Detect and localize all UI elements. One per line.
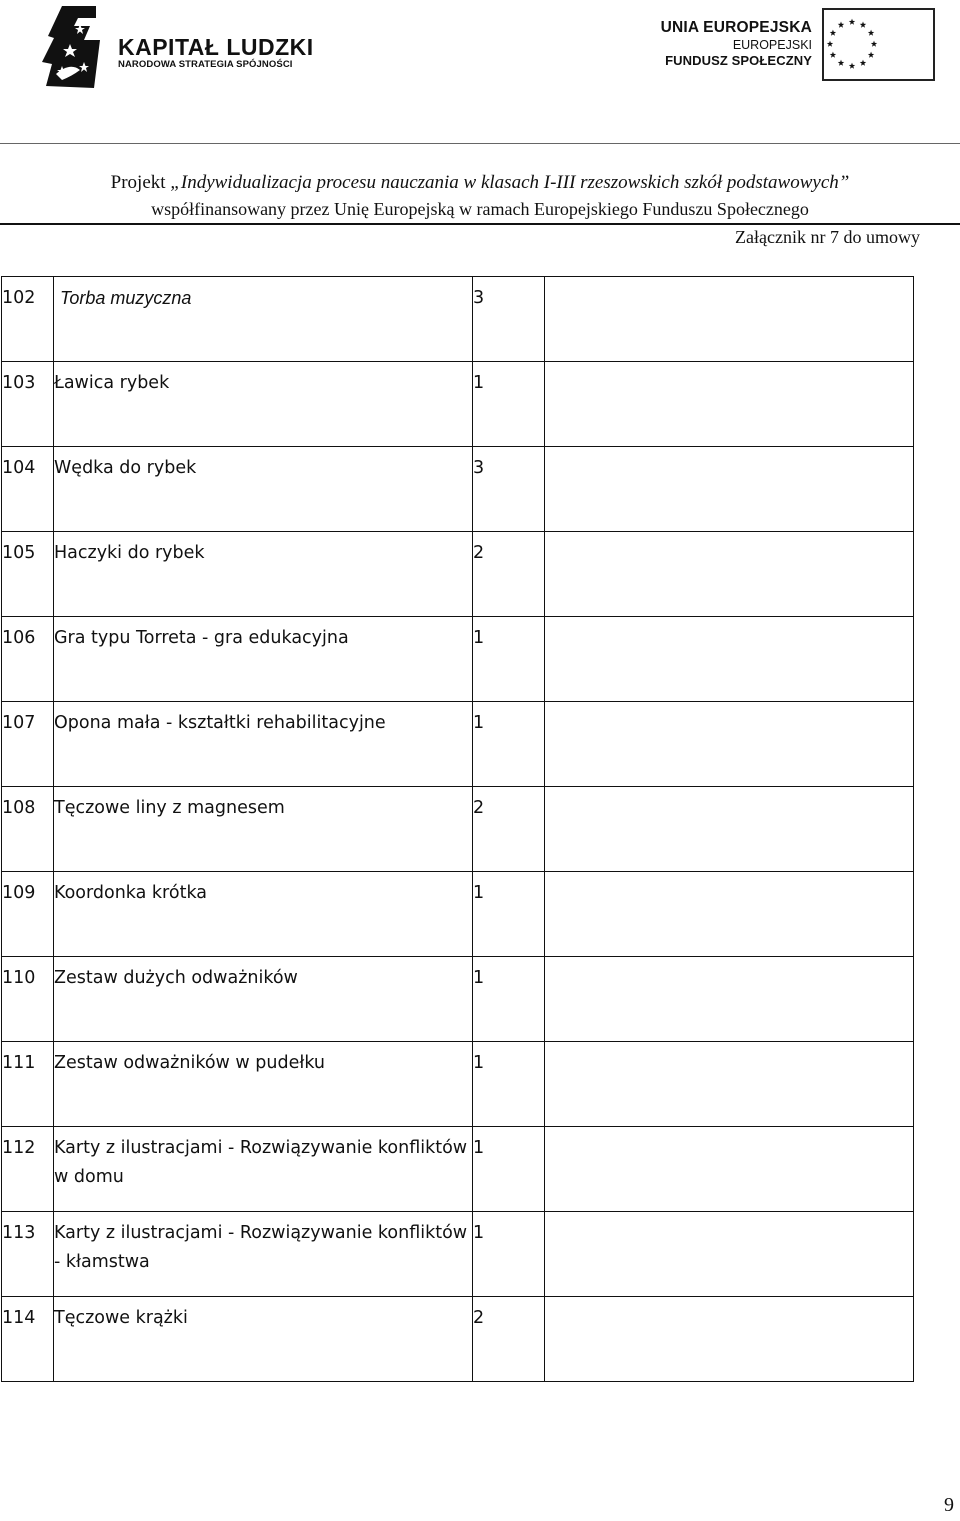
eu-stars-icon: [824, 10, 933, 79]
item-name: Zestaw dużych odważników: [54, 968, 298, 988]
table-row: [2, 1297, 914, 1382]
table-row: [2, 617, 914, 702]
item-quantity-cell: [473, 362, 545, 447]
item-name: Tęczowe liny z magnesem: [54, 798, 285, 818]
item-quantity: 1: [473, 1223, 485, 1243]
item-number-cell: [2, 447, 54, 532]
eu-star-icon: [868, 30, 874, 36]
table-row: [2, 787, 914, 872]
eu-star-icon: [827, 41, 833, 47]
item-name: Koordonka krótka: [54, 883, 207, 903]
item-notes-empty-cell: [545, 277, 914, 362]
item-number-cell: [2, 617, 54, 702]
eu-star-icon: [860, 22, 866, 28]
eu-star-icon: [838, 22, 844, 28]
attachment-label: Załącznik nr 7 do umowy: [735, 227, 920, 247]
eu-star-icon: [849, 63, 855, 69]
kapital-ludzki-emblem-icon: [40, 4, 102, 90]
item-name: Karty z ilustracjami - Rozwiązywanie konfliktów - kłamstwa: [54, 1223, 468, 1272]
table-row: [2, 1042, 914, 1127]
item-number: 112: [2, 1138, 36, 1158]
table-row: [2, 872, 914, 957]
item-number-cell: [2, 957, 54, 1042]
item-number-cell: [2, 362, 54, 447]
item-name-cell: [54, 277, 473, 362]
item-quantity-cell: [473, 1127, 545, 1212]
eu-logo-line2: EUROPEJSKI: [732, 38, 812, 52]
item-number: 104: [2, 458, 36, 478]
item-number-cell: [2, 1127, 54, 1212]
item-name-cell: [54, 362, 473, 447]
item-quantity: 3: [473, 288, 485, 308]
item-notes-empty-cell: [545, 787, 914, 872]
item-number-cell: [2, 1212, 54, 1297]
item-quantity-cell: [473, 532, 545, 617]
item-quantity-cell: [473, 617, 545, 702]
item-quantity-cell: [473, 1297, 545, 1382]
item-notes-empty-cell: [545, 617, 914, 702]
item-number: 109: [2, 883, 36, 903]
item-quantity-cell: [473, 872, 545, 957]
item-number: 103: [2, 373, 36, 393]
item-number: 102: [2, 288, 36, 308]
table-row: [2, 277, 914, 362]
item-name-cell: [54, 1127, 473, 1212]
item-notes-empty-cell: [545, 532, 914, 617]
item-name-cell: [54, 532, 473, 617]
item-name-cell: [54, 447, 473, 532]
funding-line: współfinansowany przez Unię Europejską w ramach Europejskiego Funduszu Społecznego: [151, 199, 809, 219]
table-row: [2, 1127, 914, 1212]
item-name-cell: [54, 1212, 473, 1297]
table-row: [2, 957, 914, 1042]
item-number-cell: [2, 532, 54, 617]
item-number-cell: [2, 787, 54, 872]
item-name-cell: [54, 617, 473, 702]
project-title: „Indywidualizacja procesu nauczania w klasach I-III rzeszowskich szkół podstawowych”: [170, 172, 850, 193]
kapital-ludzki-subtitle: NARODOWA STRATEGIA SPÓJNOŚCI: [118, 59, 293, 70]
item-quantity-cell: [473, 277, 545, 362]
item-name-cell: [54, 1042, 473, 1127]
eu-star-icon: [849, 19, 855, 25]
item-notes-empty-cell: [545, 447, 914, 532]
eu-star-icon: [871, 41, 877, 47]
item-name: Ławica rybek: [54, 373, 170, 393]
item-quantity-cell: [473, 1042, 545, 1127]
item-quantity: 1: [473, 968, 485, 988]
item-notes-empty-cell: [545, 1042, 914, 1127]
items-table: [1, 276, 914, 1382]
item-notes-empty-cell: [545, 1297, 914, 1382]
item-quantity-cell: [473, 447, 545, 532]
item-name-cell: [54, 702, 473, 787]
eu-star-icon: [868, 52, 874, 58]
table-row: [2, 362, 914, 447]
item-number: 105: [2, 543, 36, 563]
item-number: 114: [2, 1308, 36, 1328]
item-name: Karty z ilustracjami - Rozwiązywanie konfliktów w domu: [54, 1138, 468, 1187]
page-number: 9: [944, 1494, 954, 1516]
item-name: Opona mała - kształtki rehabilitacyjne: [54, 713, 386, 733]
item-name: Zestaw odważników w pudełku: [54, 1053, 326, 1073]
project-prefix: Projekt: [110, 172, 171, 193]
item-name-cell: [54, 787, 473, 872]
item-quantity: 1: [473, 883, 485, 903]
item-name: Gra typu Torreta - gra edukacyjna: [54, 628, 349, 648]
table-row: [2, 447, 914, 532]
item-notes-empty-cell: [545, 362, 914, 447]
eu-flag-icon: [822, 8, 935, 81]
item-number-cell: [2, 277, 54, 362]
item-quantity-cell: [473, 1212, 545, 1297]
item-number-cell: [2, 702, 54, 787]
item-quantity: 1: [473, 373, 485, 393]
item-quantity: 2: [473, 543, 485, 563]
item-quantity-cell: [473, 957, 545, 1042]
table-row: [2, 1212, 914, 1297]
item-notes-empty-cell: [545, 702, 914, 787]
item-quantity-cell: [473, 702, 545, 787]
eu-star-icon: [860, 60, 866, 66]
header-divider-bold: [0, 223, 960, 225]
item-number: 110: [2, 968, 36, 988]
item-number: 108: [2, 798, 36, 818]
project-title-line: [0, 172, 960, 194]
table-row: [2, 702, 914, 787]
eu-star-icon: [838, 60, 844, 66]
eu-logo: [655, 8, 940, 86]
item-number-cell: [2, 1297, 54, 1382]
item-quantity: 1: [473, 713, 485, 733]
item-name-cell: [54, 872, 473, 957]
item-number: 107: [2, 713, 36, 733]
item-quantity: 1: [473, 1138, 485, 1158]
item-quantity: 2: [473, 1308, 485, 1328]
item-name: Tęczowe krążki: [54, 1308, 188, 1328]
eu-logo-line1: UNIA EUROPEJSKA: [660, 19, 812, 36]
item-number: 106: [2, 628, 36, 648]
eu-logo-line3: FUNDUSZ SPOŁECZNY: [665, 53, 812, 68]
item-quantity: 3: [473, 458, 485, 478]
item-notes-empty-cell: [545, 872, 914, 957]
item-number-cell: [2, 872, 54, 957]
header-divider: [0, 143, 960, 144]
item-name: Haczyki do rybek: [54, 543, 205, 563]
item-notes-empty-cell: [545, 1127, 914, 1212]
item-quantity: 1: [473, 628, 485, 648]
kapital-ludzki-logo: [40, 4, 320, 90]
item-quantity: 1: [473, 1053, 485, 1073]
item-name: Wędka do rybek: [54, 458, 197, 478]
item-name-cell: [54, 1297, 473, 1382]
item-notes-empty-cell: [545, 1212, 914, 1297]
table-row: [2, 532, 914, 617]
item-notes-empty-cell: [545, 957, 914, 1042]
item-number: 113: [2, 1223, 36, 1243]
item-quantity: 2: [473, 798, 485, 818]
item-quantity-cell: [473, 787, 545, 872]
item-name-cell: [54, 957, 473, 1042]
eu-star-icon: [830, 52, 836, 58]
kapital-ludzki-title: KAPITAŁ LUDZKI: [118, 34, 314, 60]
item-number-cell: [2, 1042, 54, 1127]
item-name: Torba muzyczna: [60, 288, 192, 308]
eu-star-icon: [830, 30, 836, 36]
item-number: 111: [2, 1053, 36, 1073]
